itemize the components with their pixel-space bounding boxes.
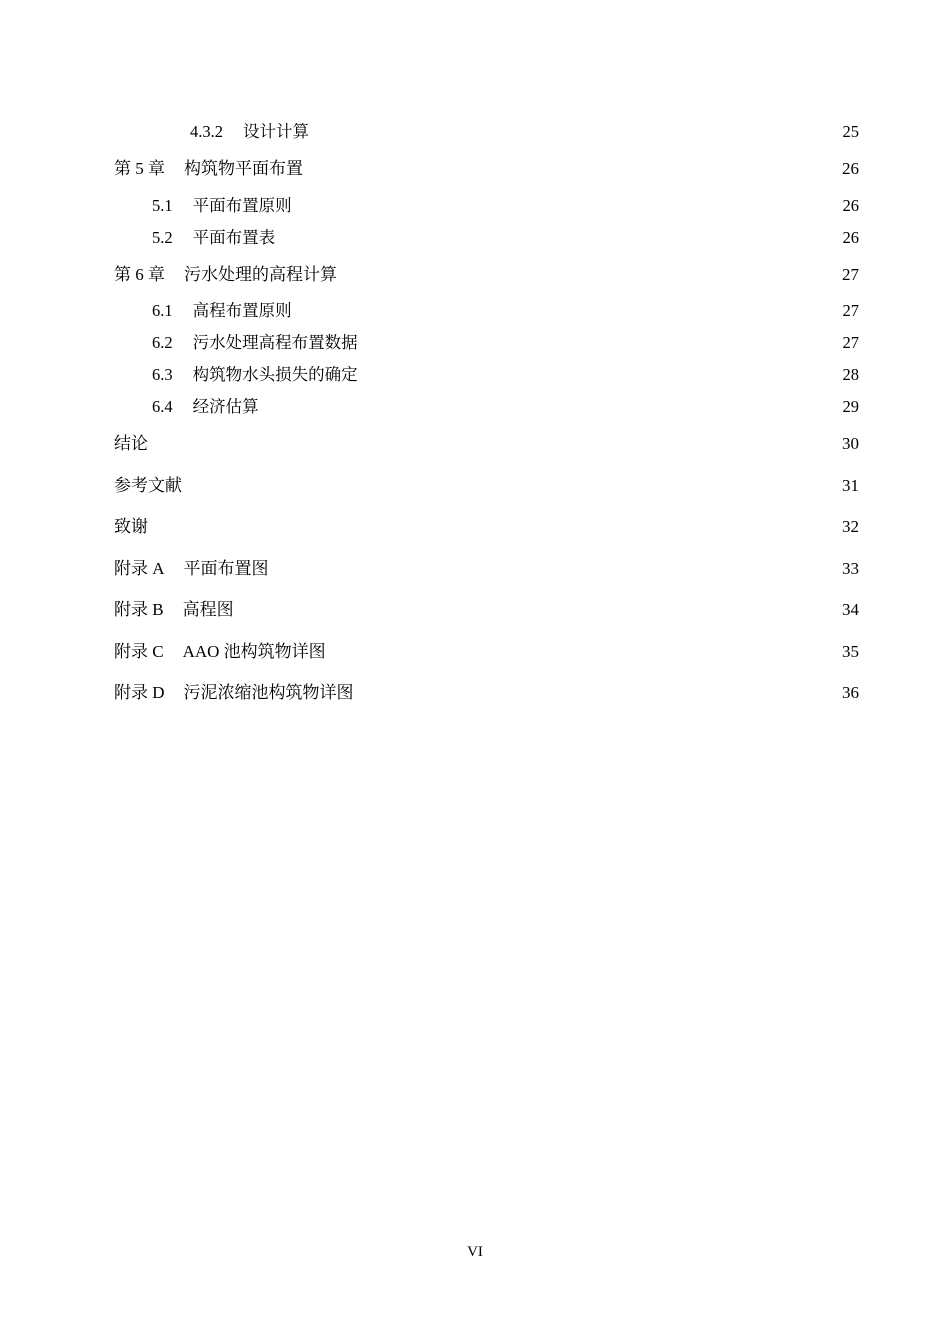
toc-entry-title: 平面布置原则 [192, 195, 292, 215]
toc-entry-title: 构筑物水头损失的确定 [192, 365, 358, 384]
toc-entry-title: 污水处理的高程计算 [184, 264, 337, 284]
toc-entry[interactable] [114, 254, 859, 296]
toc-entry-number: 第 5 章 [114, 159, 165, 178]
toc-entry[interactable] [114, 631, 859, 673]
toc-entry-page: 29 [842, 397, 859, 416]
toc-entry-number: 6.1 [152, 301, 173, 320]
toc-entry[interactable] [114, 190, 859, 222]
toc-entry-title: 高程图 [182, 600, 234, 619]
toc-entry-number: 附录 A [114, 558, 165, 578]
toc-entry-title: AAO 池构筑物详图 [182, 641, 326, 661]
toc-entry-page: 34 [842, 600, 859, 619]
toc-entry-page: 36 [842, 683, 859, 702]
toc-entry-page: 30 [842, 434, 859, 453]
toc-entry-number: 6.3 [152, 365, 173, 384]
toc-entry-title: 平面布置图 [183, 558, 269, 578]
toc-entry-page: 26 [842, 195, 859, 215]
toc-entry[interactable] [114, 295, 859, 327]
toc-entry-number: 第 6 章 [114, 264, 165, 284]
toc-entry-title: 设计计算 [243, 122, 309, 141]
toc-entry-number: 5.1 [152, 195, 173, 215]
toc-entry-number: 6.2 [152, 333, 173, 352]
toc-entry[interactable] [114, 506, 859, 548]
page-number-footer: VI [467, 1244, 483, 1260]
toc-entry-page: 26 [842, 227, 859, 247]
toc-entry-page: 26 [842, 159, 859, 178]
toc-entry-number: 附录 D [114, 683, 165, 702]
toc-entry[interactable] [114, 327, 859, 359]
toc-entry-number: 附录 C [114, 641, 164, 661]
toc-entry[interactable] [114, 148, 859, 190]
toc-entry-title: 致谢 [114, 517, 148, 536]
toc-entry-page: 25 [842, 122, 859, 141]
toc-entry-title: 平面布置表 [192, 227, 276, 247]
table-of-contents [114, 116, 859, 714]
toc-entry[interactable] [114, 423, 859, 465]
toc-entry-title: 高程布置原则 [192, 301, 292, 320]
toc-entry[interactable] [114, 589, 859, 631]
toc-entry-title: 污水处理高程布置数据 [192, 333, 358, 352]
toc-entry[interactable] [114, 672, 859, 714]
toc-entry-number: 6.4 [152, 397, 173, 416]
toc-entry[interactable] [114, 391, 859, 423]
toc-entry-number: 附录 B [114, 600, 164, 619]
toc-entry-title: 参考文献 [114, 475, 182, 495]
toc-entry[interactable] [114, 465, 859, 507]
toc-entry-page: 33 [842, 558, 859, 578]
toc-entry[interactable] [114, 548, 859, 590]
toc-entry[interactable] [114, 359, 859, 391]
toc-entry-page: 31 [842, 475, 859, 495]
toc-entry-number: 4.3.2 [190, 122, 223, 141]
toc-entry-title: 污泥浓缩池构筑物详图 [183, 683, 354, 702]
toc-entry-title: 结论 [114, 434, 148, 453]
toc-entry-page: 35 [842, 641, 859, 661]
toc-entry-page: 27 [842, 301, 859, 320]
toc-entry-title: 构筑物平面布置 [184, 159, 303, 178]
toc-entry-page: 32 [842, 517, 859, 536]
toc-entry-title: 经济估算 [192, 397, 259, 416]
toc-entry[interactable] [114, 116, 859, 148]
toc-entry-page: 27 [842, 264, 859, 284]
toc-entry-page: 27 [842, 333, 859, 352]
toc-entry-number: 5.2 [152, 227, 173, 247]
toc-entry-page: 28 [842, 365, 859, 384]
toc-entry[interactable] [114, 222, 859, 254]
